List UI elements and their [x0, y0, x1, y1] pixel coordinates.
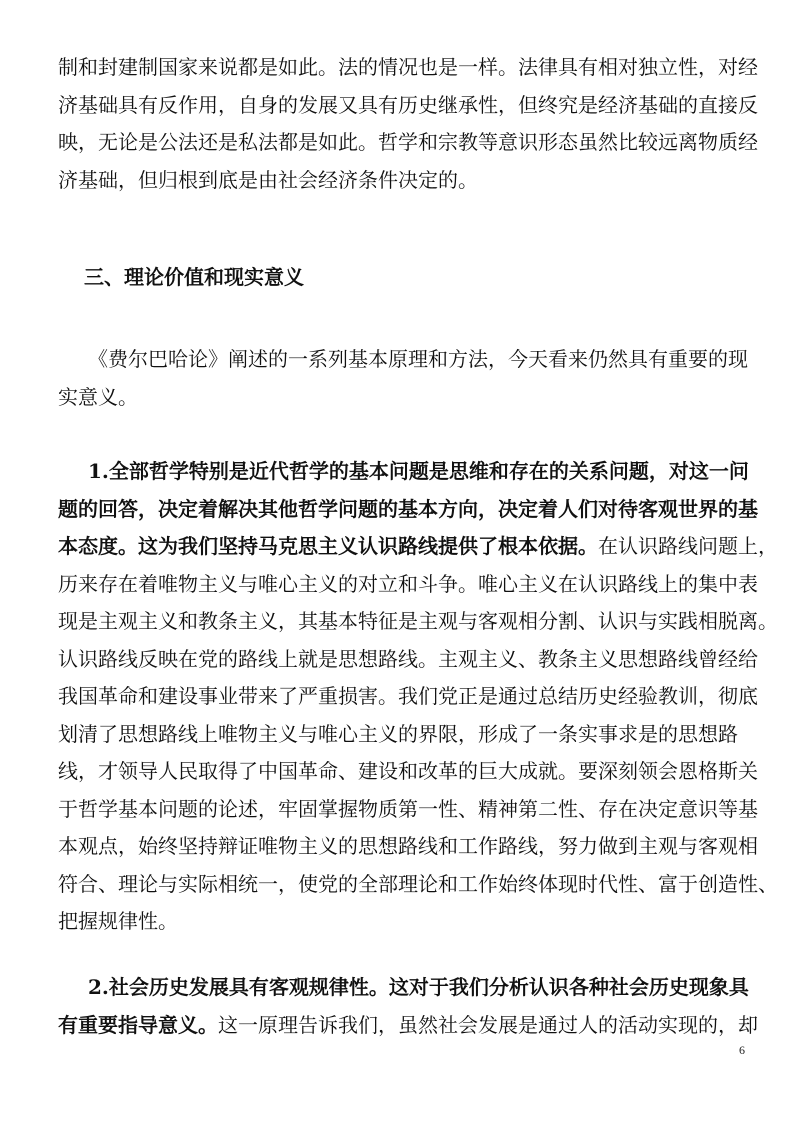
- text-line: 制和封建制国家来说都是如此。法的情况也是一样。法律具有相对独立性，对经: [58, 55, 758, 79]
- section-heading: 三、理论价值和现实意义: [84, 265, 304, 289]
- text-line: 本观点，始终坚持辩证唯物主义的思想路线和工作路线，努力做到主观与客观相: [58, 834, 758, 858]
- bold-thesis: 有重要指导意义。: [58, 1012, 218, 1037]
- text-line: 划清了思想路线上唯物主义与唯心主义的界限，形成了一条实事求是的思想路: [58, 721, 738, 746]
- text-line: [58, 528, 778, 566]
- intro-paragraph: [58, 341, 748, 416]
- bold-thesis: 本态度。这为我们坚持马克思主义认识路线提供了根本依据。: [58, 534, 598, 558]
- text-line: 符合、理论与实际相统一，使党的全部理论和工作始终体现时代性、富于创造性、: [58, 871, 778, 896]
- text-span: 在认识路线问题上，: [598, 534, 778, 558]
- point-one-paragraph: [58, 453, 778, 941]
- text-line: [58, 453, 749, 491]
- text-line: [58, 969, 749, 1007]
- text-line: [58, 1007, 758, 1045]
- bold-thesis: 2.社会历史发展具有客观规律性。这对于我们分析认识各种社会历史现象具: [88, 975, 749, 999]
- text-line: 现是主观主义和教条主义，其基本特征是主观与客观相分割、认识与实践相脱离。: [58, 609, 778, 633]
- text-line: 我国革命和建设事业带来了严重损害。我们党正是通过总结历史经验教训，彻底: [58, 684, 758, 708]
- text-line: 于哲学基本问题的论述，牢固掌握物质第一性、精神第二性、存在决定意识等基: [58, 796, 758, 821]
- point-two-paragraph: [58, 969, 758, 1044]
- bold-thesis: 题的回答，决定着解决其他哲学问题的基本方向，决定着人们对待客观世界的基: [58, 496, 758, 521]
- text-line: 映，无论是公法还是私法都是如此。哲学和宗教等意识形态虽然比较远离物质经: [58, 130, 758, 154]
- text-line: 历来存在着唯物主义与唯心主义的对立和斗争。唯心主义在认识路线上的集中表: [58, 571, 758, 596]
- text-line: 《费尔巴哈论》阐述的一系列基本原理和方法，今天看来仍然具有重要的现: [88, 347, 748, 371]
- text-line: 认识路线反映在党的路线上就是思想路线。主观主义、教条主义思想路线曾经给: [58, 646, 758, 671]
- bold-thesis: 1.全部哲学特别是近代哲学的基本问题是思维和存在的关系问题，对这一问: [88, 459, 749, 483]
- text-line: 济基础具有反作用，自身的发展又具有历史继承性，但终究是经济基础的直接反: [58, 92, 758, 117]
- text-line: 实意义。: [58, 384, 138, 409]
- text-line: 把握规律性。: [58, 909, 178, 933]
- paragraph-continuation: [58, 49, 758, 199]
- text-line: [58, 491, 758, 529]
- text-line: 济基础，但归根到底是由社会经济条件决定的。: [58, 167, 478, 192]
- text-line: 线，才领导人民取得了中国革命、建设和改革的巨大成就。要深刻领会恩格斯关: [58, 759, 758, 783]
- text-span: 这一原理告诉我们，虽然社会发展是通过人的活动实现的，却: [218, 1012, 758, 1037]
- page-number: 6: [739, 1043, 745, 1057]
